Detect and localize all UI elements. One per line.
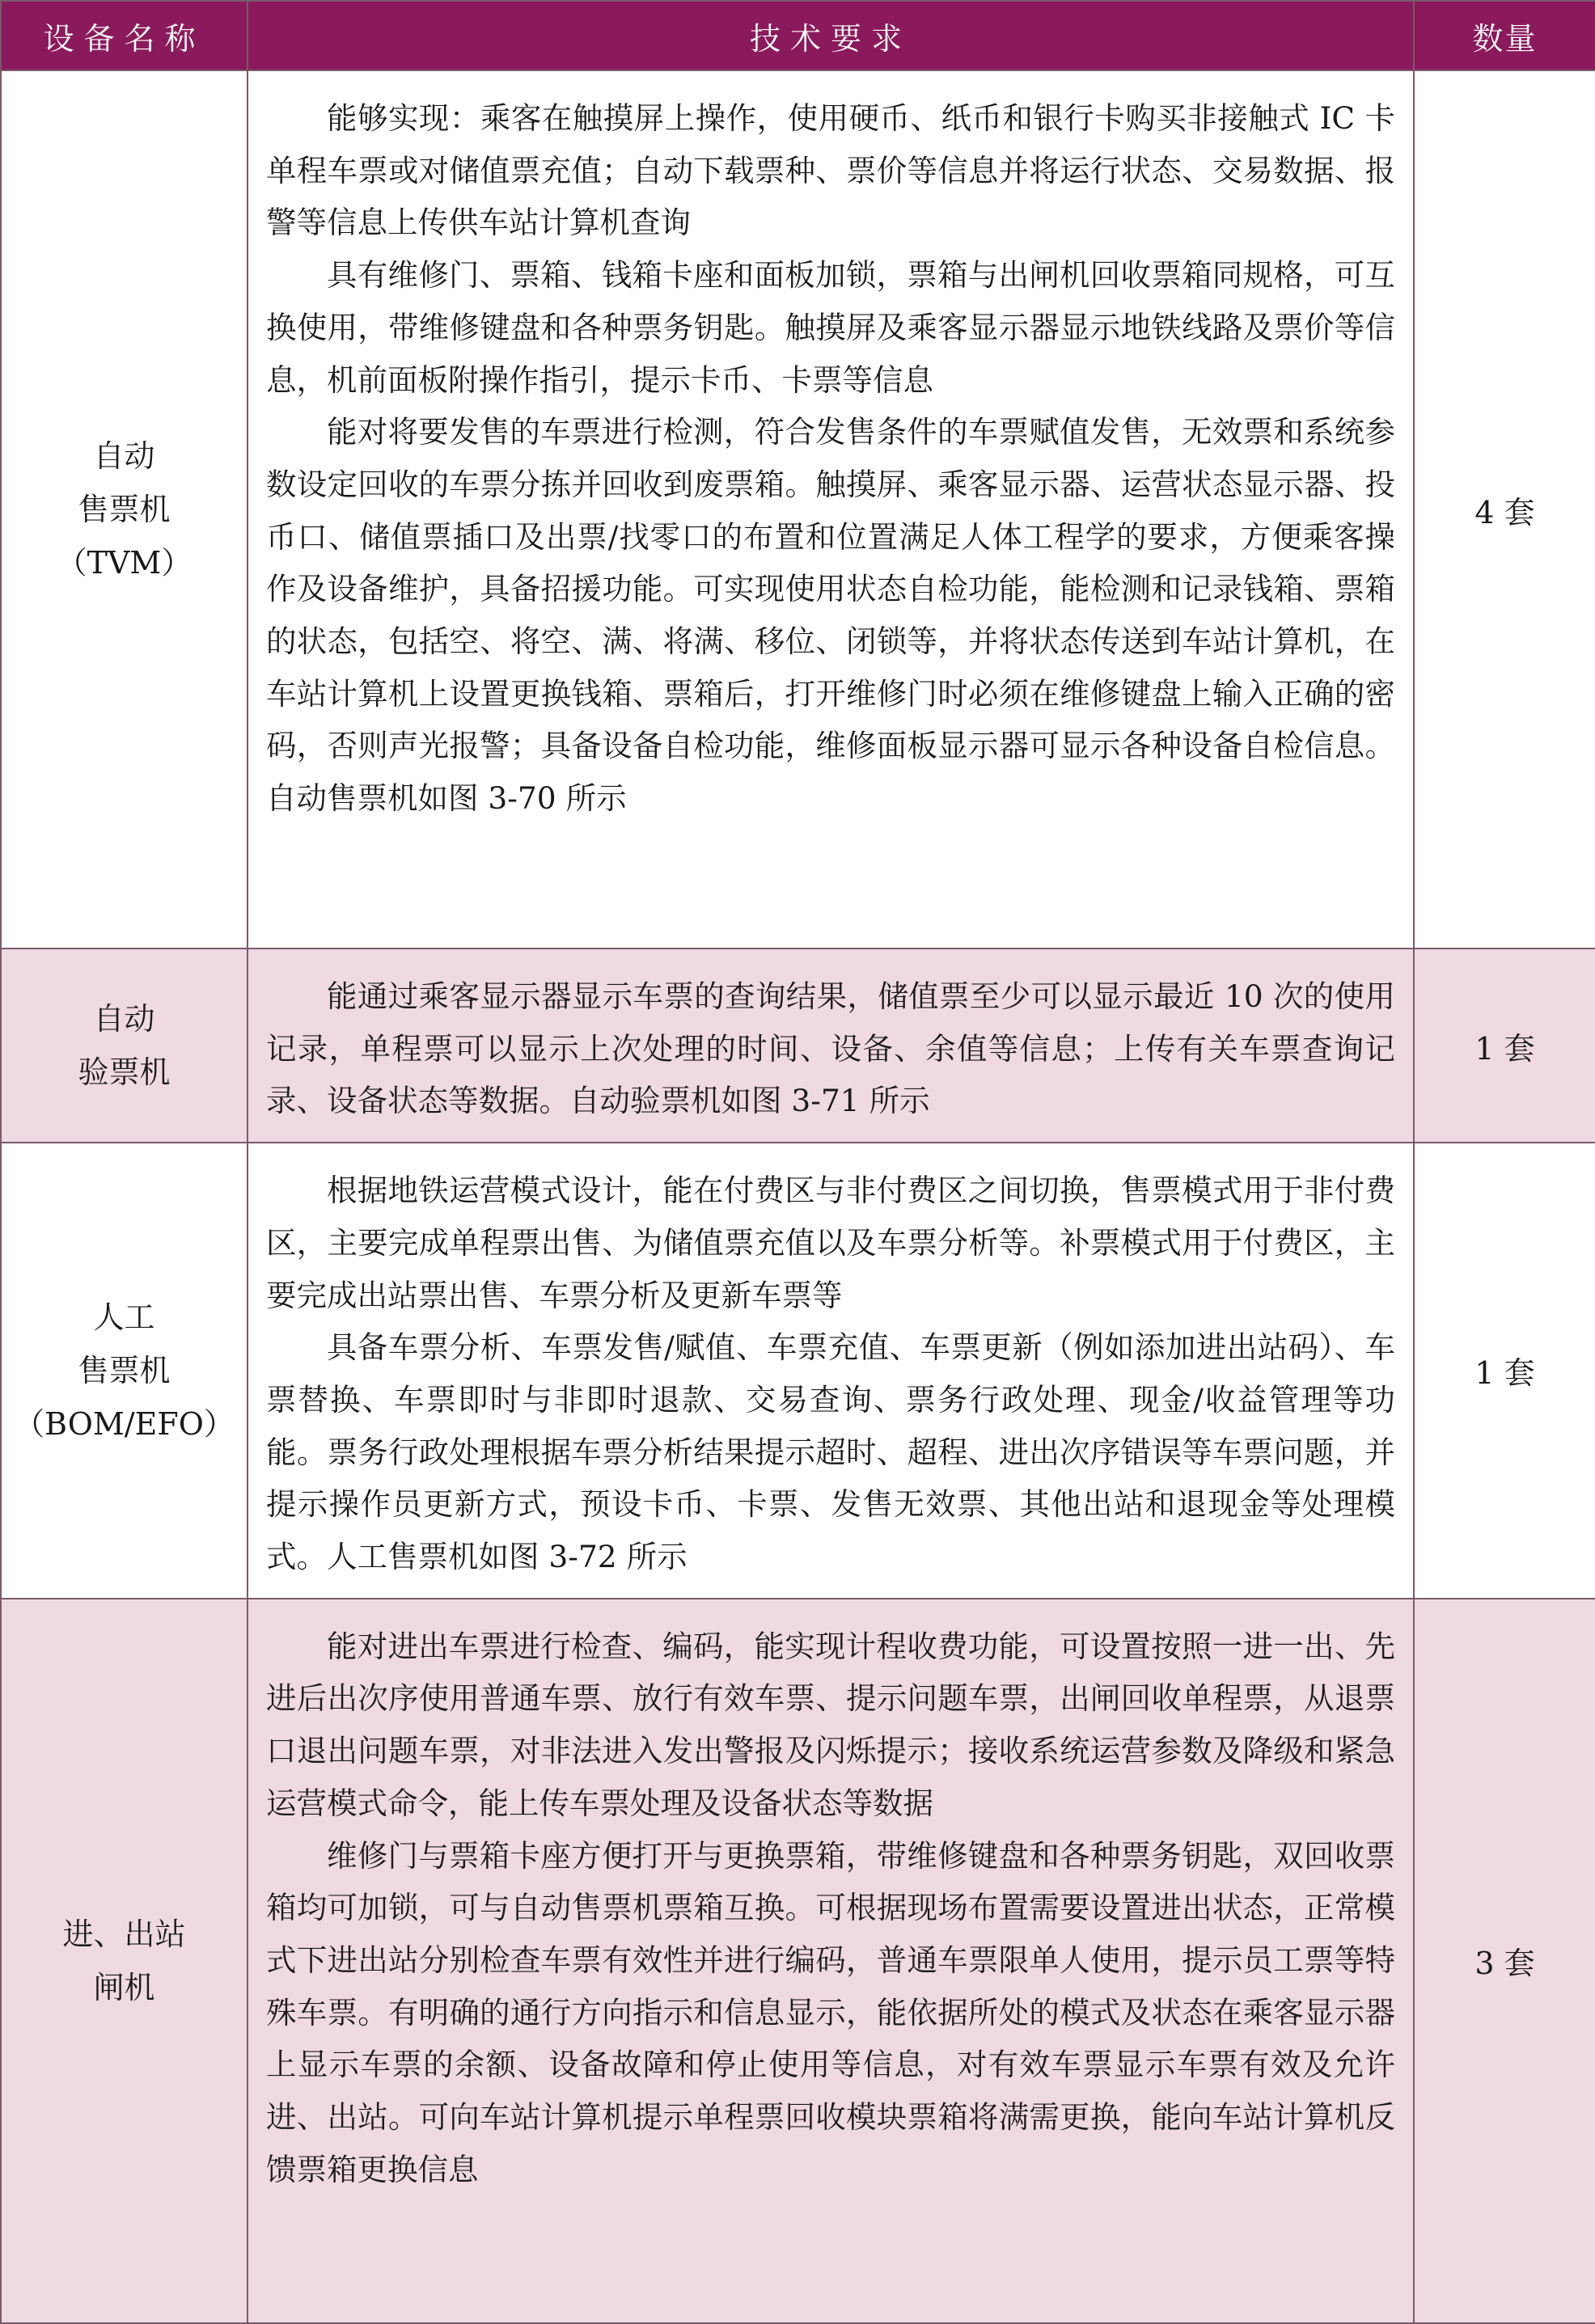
requirement-paragraph: 能通过乘客显示器显示车票的查询结果，储值票至少可以显示最近 10 次的使用记录，单程票可以显示上次处理的时间、设备、余值等信息；上传有关车票查询记录、设备状态等数据。自动验票机如图 3-71 所示: [266, 978, 1395, 1119]
requirement-paragraph: 能对将要发售的车票进行检测，符合发售条件的车票赋值发售，无效票和系统参数设定回收的车票分拣并回收到废票箱。触摸屏、乘客显示器、运营状态显示器、投币口、储值票插口及出票/找零口的布置和位置满足人体工程学的要求，方便乘客操作及设备维护，具备招援功能。可实现使用状态自检功能，能检测和记录钱箱、票箱的状态，包括空、将空、满、将满、移位、闭锁等，并将状态传送到车站计算机，在车站计算机上设置更换钱箱、票箱后，打开维修门时必须在维修键盘上输入正确的密码，否则声光报警；具备设备自检功能，维修面板显示器可显示各种设备自检信息。自动售票机如图 3-70 所示: [266, 414, 1395, 817]
header-technical-requirements: 技术要求: [248, 1, 1414, 70]
equipment-name-cell: [1, 949, 248, 1143]
table-row-ticket-checker: [1, 949, 1595, 1143]
equipment-name-line: 人工: [93, 1299, 155, 1335]
equipment-name-line: 验票机: [78, 1054, 171, 1091]
requirements-cell: [248, 949, 1414, 1143]
equipment-name-cell: [1, 70, 248, 949]
quantity-cell: 3 套: [1414, 1599, 1595, 2323]
header-quantity: 数量: [1414, 1, 1595, 70]
equipment-name-cell: [1, 1599, 248, 2323]
equipment-name-line: 自动: [93, 1001, 155, 1037]
requirement-paragraph: 具有维修门、票箱、钱箱卡座和面板加锁，票箱与出闸机回收票箱同规格，可互换使用，带维修键盘和各种票务钥匙。触摸屏及乘客显示器显示地铁线路及票价等信息，机前面板附操作指引，提示卡币、卡票等信息: [266, 257, 1395, 398]
equipment-name-cell: [1, 1143, 248, 1599]
table-row-gate: [1, 1599, 1595, 2323]
requirement-paragraph: 根据地铁运营模式设计，能在付费区与非付费区之间切换，售票模式用于非付费区，主要完成单程票出售、为储值票充值以及车票分析等。补票模式用于付费区，主要完成出站票出售、车票分析及更新车票等: [266, 1173, 1395, 1313]
requirement-paragraph: 具备车票分析、车票发售/赋值、车票充值、车票更新（例如添加进出站码）、车票替换、车票即时与非即时退款、交易查询、票务行政处理、现金/收益管理等功能。票务行政处理根据车票分析结果提示超时、超程、进出次序错误等车票问题，并提示操作员更新方式，预设卡币、卡票、发售无效票、其他出站和退现金等处理模式。人工售票机如图 3-72 所示: [266, 1329, 1395, 1575]
equipment-name-line: 售票机: [78, 492, 171, 527]
table-row-tvm: [1, 70, 1595, 949]
requirements-cell: [248, 1143, 1414, 1599]
equipment-name-line: 闸机: [93, 1969, 155, 2005]
equipment-name-line: 进、出站: [62, 1916, 186, 1952]
requirements-cell: [248, 1599, 1414, 2323]
equipment-name-line: （BOM/EFO）: [14, 1405, 235, 1442]
requirement-paragraph: 能对进出车票进行检查、编码，能实现计程收费功能，可设置按照一进一出、先进后出次序使用普通车票、放行有效车票、提示问题车票，出闸回收单程票，从退票口退出问题车票，对非法进入发出警报及闪烁提示；接收系统运营参数及降级和紧急运营模式命令，能上传车票处理及设备状态等数据: [266, 1628, 1395, 1821]
requirements-cell: [248, 70, 1414, 949]
header-equipment-name: 设备名称: [1, 1, 248, 70]
table-header-row: [1, 1, 1595, 70]
quantity-cell: 4 套: [1414, 70, 1595, 949]
equipment-name-line: 售票机: [78, 1352, 171, 1388]
requirement-paragraph: 能够实现：乘客在触摸屏上操作，使用硬币、纸币和银行卡购买非接触式 IC 卡单程车票或对储值票充值；自动下载票种、票价等信息并将运行状态、交易数据、报警等信息上传供车站计算机查询: [266, 100, 1395, 241]
requirement-paragraph: 维修门与票箱卡座方便打开与更换票箱，带维修键盘和各种票务钥匙，双回收票箱均可加锁，可与自动售票机票箱互换。可根据现场布置需要设置进出状态，正常模式下进出站分别检查车票有效性并进行编码，普通车票限单人使用，提示员工票等特殊车票。有明确的通行方向指示和信息显示，能依据所处的模式及状态在乘客显示器上显示车票的余额、设备故障和停止使用等信息，对有效车票显示车票有效及允许进、出站。可向车站计算机提示单程票回收模块票箱将满需更换，能向车站计算机反馈票箱更换信息: [266, 1837, 1395, 2187]
equipment-name-line: （TVM）: [56, 545, 192, 581]
table-row-bom: [1, 1143, 1595, 1599]
quantity-cell: 1 套: [1414, 949, 1595, 1143]
quantity-cell: 1 套: [1414, 1143, 1595, 1599]
equipment-name-line: 自动: [93, 438, 155, 474]
